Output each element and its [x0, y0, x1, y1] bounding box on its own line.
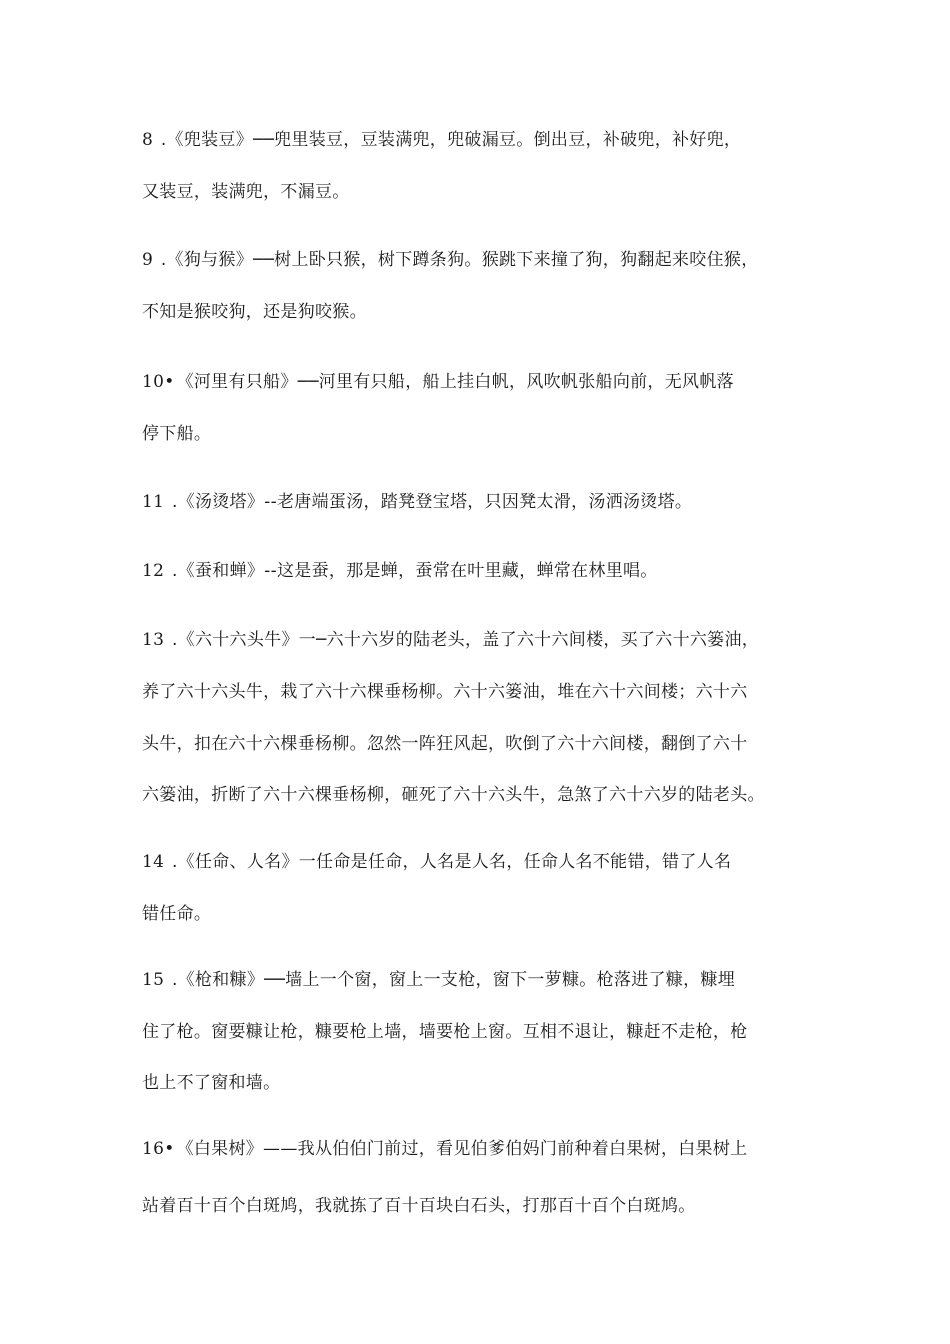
item-number: 14	[142, 852, 165, 872]
item-text: .《六十六头牛》一─六十六岁的陆老头，盖了六十六间楼，买了六十六篓油，	[166, 630, 760, 650]
item-16-line-1	[142, 1137, 822, 1161]
item-number: 12	[142, 561, 165, 581]
item-12-line-1	[142, 559, 822, 583]
item-14-line-1	[142, 850, 822, 874]
item-number: 15	[142, 970, 165, 990]
item-14-line-2	[142, 902, 822, 926]
item-number: 8	[142, 130, 154, 150]
item-8-line-1	[142, 128, 822, 152]
item-13-line-2	[142, 680, 822, 704]
item-number: 16•	[142, 1139, 175, 1159]
item-text: 头牛，扣在六十六棵垂杨柳。忽然一阵狂风起，吹倒了六十六间楼，翻倒了六十	[142, 734, 748, 754]
item-9-line-1	[142, 248, 822, 272]
item-text: .《枪和糠》──墙上一个窗，窗上一支枪，窗下一萝糠。枪落进了糠，糠埋	[166, 970, 736, 990]
item-text: 停下船。	[142, 424, 212, 444]
item-15-line-3	[142, 1071, 822, 1095]
item-9-line-2	[142, 300, 822, 324]
item-text: 六篓油，折断了六十六棵垂杨柳，砸死了六十六头牛，急煞了六十六岁的陆老头。	[142, 785, 765, 805]
item-number: 11	[142, 492, 165, 512]
item-text: 《白果树》——我从伯伯门前过，看见伯爹伯妈门前种着白果树，白果树上	[176, 1139, 748, 1159]
item-11-line-1	[142, 490, 822, 514]
item-text: 不知是猴咬狗，还是狗咬猴。	[142, 302, 367, 322]
item-text: 又装豆，装满兜，不漏豆。	[142, 182, 350, 202]
item-text: 也上不了窗和墙。	[142, 1073, 281, 1093]
item-text: .《任命、人名》一任命是任命，人名是人名，任命人名不能错，错了人名	[166, 852, 732, 872]
item-number: 9	[142, 250, 154, 270]
item-8-line-2	[142, 180, 822, 204]
item-text: .《兜装豆》──兜里装豆，豆装满兜，兜破漏豆。倒出豆，补破兜，补好兜，	[155, 130, 742, 150]
item-text: .《蚕和蝉》--这是蚕，那是蝉，蚕常在叶里藏，蝉常在林里唱。	[166, 561, 658, 581]
item-text: 站着百十百个白斑鸠，我就拣了百十百块白石头，打那百十百个白斑鸠。	[142, 1196, 696, 1216]
item-10-line-2	[142, 422, 822, 446]
item-15-line-2	[142, 1020, 822, 1044]
item-16-line-2	[142, 1194, 822, 1218]
item-15-line-1	[142, 968, 822, 992]
item-text: 《河里有只船》──河里有只船，船上挂白帆，风吹帆张船向前，无风帆落	[176, 372, 734, 392]
item-text: 错任命。	[142, 904, 212, 924]
item-text: 住了枪。窗要糠让枪，糠要枪上墙，墙要枪上窗。互相不退让，糠赶不走枪，枪	[142, 1022, 748, 1042]
item-text: 养了六十六头牛，栽了六十六棵垂杨柳。六十六篓油，堆在六十六间楼；六十六	[142, 682, 748, 702]
item-13-line-4	[142, 783, 822, 807]
item-text: .《汤烫塔》--老唐端蛋汤，踏凳登宝塔，只因凳太滑，汤洒汤烫塔。	[166, 492, 693, 512]
item-text: .《狗与猴》──树上卧只猴，树下蹲条狗。猴跳下来撞了狗，狗翻起来咬住猴，	[155, 250, 759, 270]
item-number: 10•	[142, 372, 175, 392]
item-10-line-1	[142, 370, 822, 394]
item-13-line-3	[142, 732, 822, 756]
item-number: 13	[142, 630, 165, 650]
item-13-line-1	[142, 628, 822, 652]
